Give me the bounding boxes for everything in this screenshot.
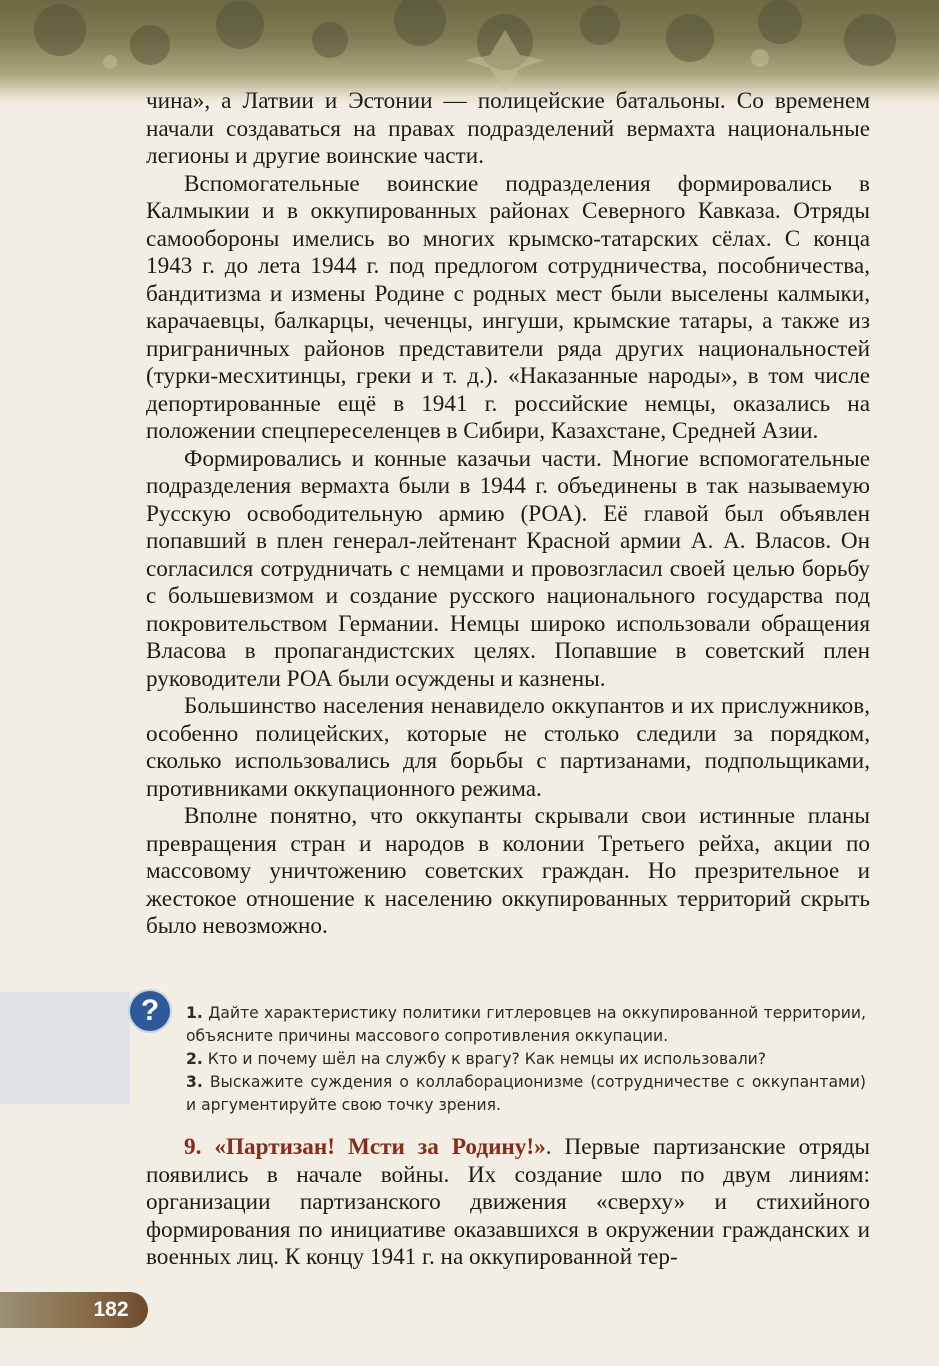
main-text <box>146 88 870 941</box>
paragraph-4: Большинство населения ненавидело оккупантов и их прислужников, особенно полицейских, которые не столько следили за порядком, сколько использовались для борьбы с партизанами, подпольщиками, противниками оккупационного режима. <box>146 693 870 802</box>
section-paragraph <box>146 1134 870 1272</box>
section-9 <box>146 1134 870 1272</box>
paragraph-3: Формировались и конные казачьи части. Многие вспомогательные подразделения вермахта были в 1944 г. объединены в так называемую Русскую освободительную армию (РОА). Её главой был объявлен попавший в плен генерал-лейтенант Красной армии А. А. Власов. Он согласился сотрудничать с немцами и провозгласил своей целью борьбу с большевизмом и создание русского национального государства под покровительством Германии. Немцы широко использовали обращения Власова в пропагандистских целях. Попавшие в советский плен руководители РОА были осуждены и казнены. <box>146 445 870 692</box>
question-number: 2. <box>186 1050 203 1068</box>
paragraph-1: чина», а Латвии и Эстонии — полицейские батальоны. Со временем начали создаваться на правах подразделений вермахта национальные легионы и другие воинские части. <box>146 88 870 169</box>
question-text: Кто и почему шёл на службу к врагу? Как немцы их использовали? <box>207 1050 767 1068</box>
section-title: «Партизан! Мсти за Родину!» <box>214 1134 546 1160</box>
section-text: . Первые партизанские отряды появились в начале войны. Их создание шло по двум линиям: организации партизанского движения «сверху» и стихийного формирования по инициативе оказавшихся в окружении гражданских и военных лиц. К концу 1941 г. на оккупированной тер- <box>146 1134 870 1270</box>
question-number: 3. <box>186 1073 203 1091</box>
question-item <box>186 1002 866 1048</box>
question-item <box>186 1071 866 1117</box>
page-number: 182 <box>93 1298 129 1321</box>
questions-side-bar <box>0 992 130 1104</box>
question-item <box>186 1048 866 1071</box>
paragraph-2: Вспомогательные воинские подразделения формировались в Калмыкии и в оккупированных районах Северного Кавказа. Отряды самообороны имелись во многих крымско-татарских сёлах. С конца 1943 г. до лета 1944 г. под предлогом сотрудничества, пособничества, бандитизма и измены Родине с родных мест были выселены калмыки, карачаевцы, балкарцы, чеченцы, ингуши, крымские татары, а также из приграничных районов представители ряда других национальностей (турки-месхитинцы, греки и т. д.). «Наказанные народы», в том числе депортированные ещё в 1941 г. российские немцы, оказались на положении спецпереселенцев в Сибири, Казахстане, Средней Азии. <box>146 170 870 444</box>
question-text: Выскажите суждения о коллаборационизме (сотрудничестве с оккупантами) и аргументируйте свою точку зрения. <box>186 1073 866 1114</box>
questions-list <box>186 1002 866 1117</box>
question-text: Дайте характеристику политики гитлеровцев на оккупированной территории, объясните причины массового сопротивления оккупации. <box>186 1004 866 1045</box>
question-number: 1. <box>186 1004 203 1022</box>
paragraph-5: Вполне понятно, что оккупанты скрывали свои истинные планы превращения стран и народов в колонии Третьего рейха, акции по массовому уничтожению советских граждан. Но презрительное и жестокое отношение к населению оккупированных территорий скрыть было невозможно. <box>146 803 870 939</box>
question-mark-icon: ? <box>130 991 170 1031</box>
section-number: 9. <box>184 1134 202 1160</box>
